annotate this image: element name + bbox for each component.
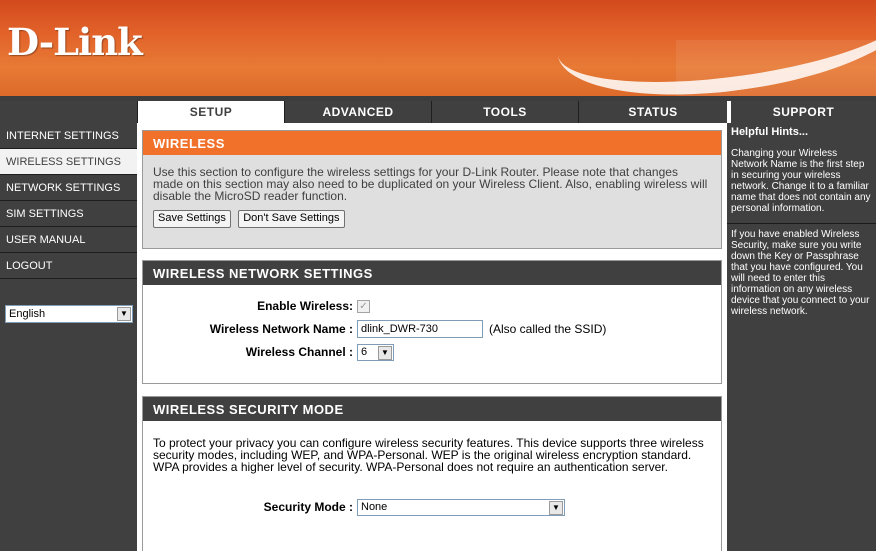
section-title-wireless: WIRELESS xyxy=(143,131,721,155)
tab-status[interactable]: STATUS xyxy=(578,101,727,123)
section-title-security-mode: WIRELESS SECURITY MODE xyxy=(143,397,721,421)
main-content xyxy=(137,123,727,551)
sidebar-item-sim-settings[interactable]: SIM SETTINGS xyxy=(0,201,137,227)
save-settings-button[interactable]: Save Settings xyxy=(153,210,231,228)
ssid-note: (Also called the SSID) xyxy=(489,322,607,336)
hints-title: Helpful Hints... xyxy=(731,126,808,138)
sidebar-item-network-settings[interactable]: NETWORK SETTINGS xyxy=(0,175,137,201)
chevron-down-icon[interactable]: ▼ xyxy=(549,501,563,515)
dont-save-settings-button[interactable]: Don't Save Settings xyxy=(238,210,344,228)
security-description: To protect your privacy you can configure wireless security features. This device supports three wireless security modes, including WEP, and WPA-Personal. WEP is the original wireless encryption standard. WPA provides a higher level of security. WPA-Personal does not require an authentication server. xyxy=(153,436,704,474)
security-mode-label: Security Mode : xyxy=(263,500,353,514)
security-mode-select[interactable] xyxy=(357,499,565,516)
section-title-network-settings: WIRELESS NETWORK SETTINGS xyxy=(143,261,721,285)
wireless-network-name-input[interactable] xyxy=(357,320,483,338)
sidebar-item-wireless-settings[interactable]: WIRELESS SETTINGS xyxy=(0,149,137,175)
helpful-hints-panel xyxy=(727,123,876,551)
wireless-description: Use this section to configure the wireless settings for your D-Link Router. Please note that changes made on this section may also need to be duplicated on your Wireless Client. Also, enabling wireless will disable the MicroSD reader function. xyxy=(153,165,708,203)
tab-support[interactable]: SUPPORT xyxy=(727,101,876,123)
hint-paragraph-2: If you have enabled Wireless Security, make sure you write down the Key or Passphrase that you have configured. You will need to enter this information on any wireless device that you connect to your wireless network. xyxy=(731,229,870,317)
chevron-down-icon[interactable]: ▼ xyxy=(378,346,392,360)
hint-paragraph-1: Changing your Wireless Network Name is the first step in securing your wireless network. Change it to a familiar name that does not contain any personal information. xyxy=(731,148,871,214)
security-mode-value: None xyxy=(361,501,388,513)
dlink-logo: D-Link xyxy=(7,20,142,64)
tab-setup[interactable]: SETUP xyxy=(137,101,284,123)
wireless-network-settings-section xyxy=(142,260,722,384)
tab-advanced[interactable]: ADVANCED xyxy=(284,101,431,123)
enable-wireless-label: Enable Wireless: xyxy=(257,299,353,313)
wireless-section xyxy=(142,130,722,249)
sidebar-item-logout[interactable]: LOGOUT xyxy=(0,253,137,279)
chevron-down-icon[interactable]: ▼ xyxy=(117,307,131,321)
wireless-channel-label: Wireless Channel : xyxy=(245,345,353,359)
tab-tools[interactable]: TOOLS xyxy=(431,101,578,123)
language-value: English xyxy=(9,308,46,320)
language-select[interactable] xyxy=(5,305,133,323)
header-banner xyxy=(0,0,876,96)
enable-wireless-checkbox[interactable]: ✓ xyxy=(357,300,370,313)
wireless-channel-select[interactable] xyxy=(357,344,394,361)
wireless-channel-value: 6 xyxy=(361,346,368,358)
sidebar xyxy=(0,123,137,551)
sidebar-item-internet-settings[interactable]: INTERNET SETTINGS xyxy=(0,123,137,149)
wireless-network-name-label: Wireless Network Name : xyxy=(209,322,353,336)
wireless-security-mode-section xyxy=(142,396,722,551)
sidebar-item-user-manual[interactable]: USER MANUAL xyxy=(0,227,137,253)
hints-divider xyxy=(727,223,876,224)
top-nav-tabs xyxy=(0,101,876,123)
